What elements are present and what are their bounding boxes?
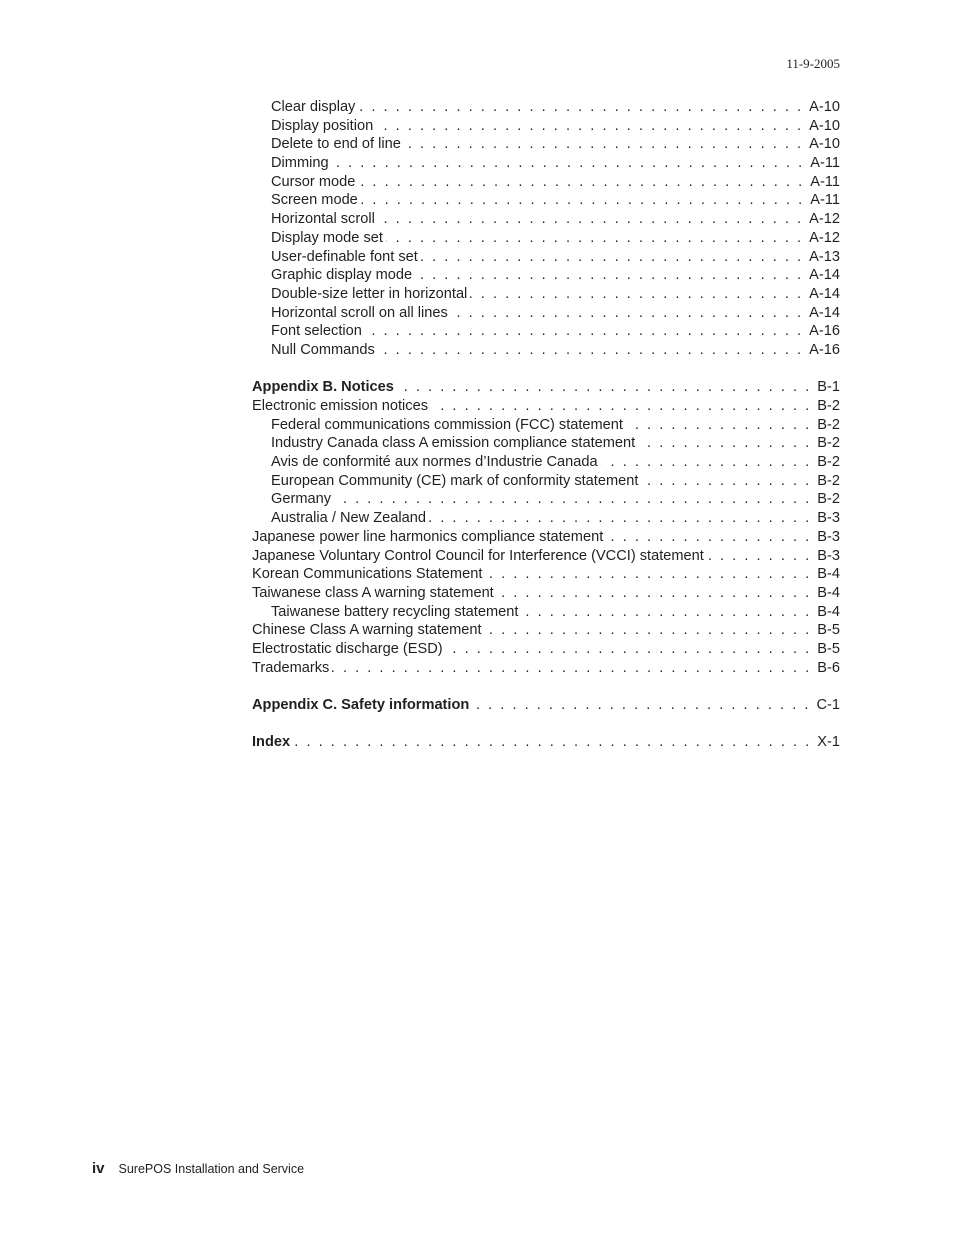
toc-entry[interactable] [252,547,840,566]
dot-leader [421,248,805,267]
toc-entry-page: A-10 [809,136,840,153]
toc-entry[interactable] [252,509,840,528]
toc-entry-page: C-1 [816,697,840,713]
dot-leader [378,210,805,229]
table-of-contents [252,98,840,752]
toc-entry[interactable] [252,453,840,472]
dot-leader [638,434,813,453]
toc-entry[interactable] [252,191,840,210]
toc-entry-page: B-4 [817,584,840,601]
toc-entry[interactable] [252,565,840,584]
toc-entry[interactable] [252,416,840,435]
dot-leader [470,285,805,304]
toc-entry-page: B-1 [817,379,840,396]
toc-entry-page: B-5 [817,622,840,639]
dot-leader [707,547,813,566]
dot-leader [358,173,806,192]
dot-leader [293,733,813,752]
toc-entry-page: B-2 [817,416,840,433]
toc-entry-page: A-11 [810,173,840,190]
dot-leader [332,659,813,678]
toc-entry-title: Germany [271,491,332,508]
dot-leader [472,696,812,715]
dot-leader [429,509,813,528]
toc-entry-page: A-14 [809,285,840,302]
toc-entry[interactable] [252,341,840,360]
dot-leader [641,472,813,491]
dot-leader [397,378,813,397]
toc-heading[interactable] [252,378,840,397]
toc-entry-title: Trademarks [252,659,330,676]
toc-entry-title: Taiwanese battery recycling statement [271,603,519,620]
toc-entry[interactable] [252,490,840,509]
toc-entry[interactable] [252,640,840,659]
toc-entry-page: A-11 [810,192,840,209]
toc-entry-page: A-13 [809,248,840,265]
toc-entry-title: Horizontal scroll on all lines [271,304,448,321]
toc-entry[interactable] [252,434,840,453]
toc-entry-title: Index [252,734,291,751]
dot-leader [404,135,805,154]
toc-entry[interactable] [252,304,840,323]
toc-entry-page: B-6 [817,659,840,676]
toc-entry-title: Electrostatic discharge (ESD) [252,640,443,657]
toc-entry-title: Cursor mode [271,173,356,190]
toc-entry-page: B-4 [817,566,840,583]
dot-leader [485,565,813,584]
toc-entry-title: Display mode set [271,229,383,246]
toc-entry-title: Double-size letter in horizontal [271,285,468,302]
toc-entry-page: B-2 [817,435,840,452]
toc-entry-title: Japanese power line harmonics compliance statement [252,528,604,545]
toc-entry-page: A-12 [809,229,840,246]
toc-entry-page: B-2 [817,472,840,489]
toc-entry-title: Screen mode [271,192,358,209]
toc-entry-page: A-12 [809,211,840,228]
toc-entry[interactable] [252,528,840,547]
toc-entry-page: X-1 [817,734,840,751]
dot-leader [358,98,805,117]
toc-entry-title: Avis de conformité aux normes d’Industrie Canada [271,454,598,471]
toc-entry-title: Delete to end of line [271,136,401,153]
toc-entry-page: B-3 [817,528,840,545]
toc-entry-title: Dimming [271,155,329,172]
toc-entry-title: Australia / New Zealand [271,510,426,527]
toc-entry[interactable] [252,266,840,285]
toc-entry-page: B-2 [817,491,840,508]
toc-entry[interactable] [252,117,840,136]
toc-heading[interactable] [252,696,840,715]
toc-entry-page: B-2 [817,398,840,414]
toc-entry-page: A-10 [809,117,840,134]
dot-leader [446,640,814,659]
toc-entry-title: Font selection [271,323,362,340]
toc-entry-title: European Community (CE) mark of conformity statement [271,472,639,489]
dot-leader [361,191,806,210]
dot-leader [626,416,813,435]
toc-entry-title: Display position [271,117,374,134]
toc-entry-page: A-11 [810,155,840,172]
toc-entry[interactable] [252,603,840,622]
toc-entry-title: Korean Communications Statement [252,566,483,583]
toc-entry[interactable] [252,472,840,491]
dot-leader [378,341,805,360]
toc-entry[interactable] [252,210,840,229]
dot-leader [606,528,813,547]
dot-leader [497,584,814,603]
toc-entry-page: B-3 [817,510,840,527]
toc-entry[interactable] [252,397,840,416]
toc-entry-page: A-16 [809,341,840,358]
toc-entry[interactable] [252,659,840,678]
toc-entry-page: A-14 [809,267,840,284]
page-footer [92,1160,304,1177]
toc-entry-page: A-16 [809,323,840,340]
dot-leader [431,397,813,416]
toc-entry-title: Chinese Class A warning statement [252,622,482,639]
dot-leader [332,154,807,173]
toc-entry-page: A-10 [809,99,840,115]
toc-entry[interactable] [252,285,840,304]
toc-entry-title: User-definable font set [271,248,418,265]
dot-leader [365,322,805,341]
toc-entry-title: Graphic display mode [271,267,413,284]
dot-leader [451,304,805,323]
toc-entry-title: Japanese Voluntary Control Council for Interference (VCCI) statement [252,547,704,564]
toc-entry-title: Federal communications commission (FCC) statement [271,416,623,433]
toc-entry[interactable] [252,621,840,640]
dot-leader [376,117,805,136]
toc-entry-title: Electronic emission notices [252,398,429,414]
toc-entry-title: Industry Canada class A emission compliance statement [271,435,636,452]
dot-leader [485,621,814,640]
toc-entry-page: B-2 [817,454,840,471]
toc-entry-title: Null Commands [271,341,375,358]
dot-leader [601,453,814,472]
toc-entry[interactable] [252,135,840,154]
toc-entry[interactable] [252,229,840,248]
toc-entry-page: B-5 [817,640,840,657]
toc-entry-title: Clear display [271,99,356,115]
toc-entry-title: Horizontal scroll [271,211,375,228]
page-number: iv [92,1160,105,1177]
toc-entry-title: Appendix B. Notices [252,379,394,396]
book-title: SurePOS Installation and Service [118,1162,305,1176]
toc-entry-page: B-4 [817,603,840,620]
toc-entry-title: Appendix C. Safety information [252,697,470,713]
toc-heading[interactable] [252,733,840,752]
dot-leader [521,603,813,622]
toc-entry[interactable] [252,98,840,117]
toc-entry[interactable] [252,248,840,267]
dot-leader [415,266,805,285]
toc-entry[interactable] [252,322,840,341]
dot-leader [334,490,813,509]
header-date: 11-9-2005 [786,56,840,71]
toc-entry[interactable] [252,173,840,192]
toc-entry-title: Taiwanese class A warning statement [252,584,494,601]
toc-entry-page: B-3 [817,547,840,564]
toc-entry-page: A-14 [809,304,840,321]
toc-entry[interactable] [252,154,840,173]
dot-leader [386,229,805,248]
toc-entry[interactable] [252,584,840,603]
